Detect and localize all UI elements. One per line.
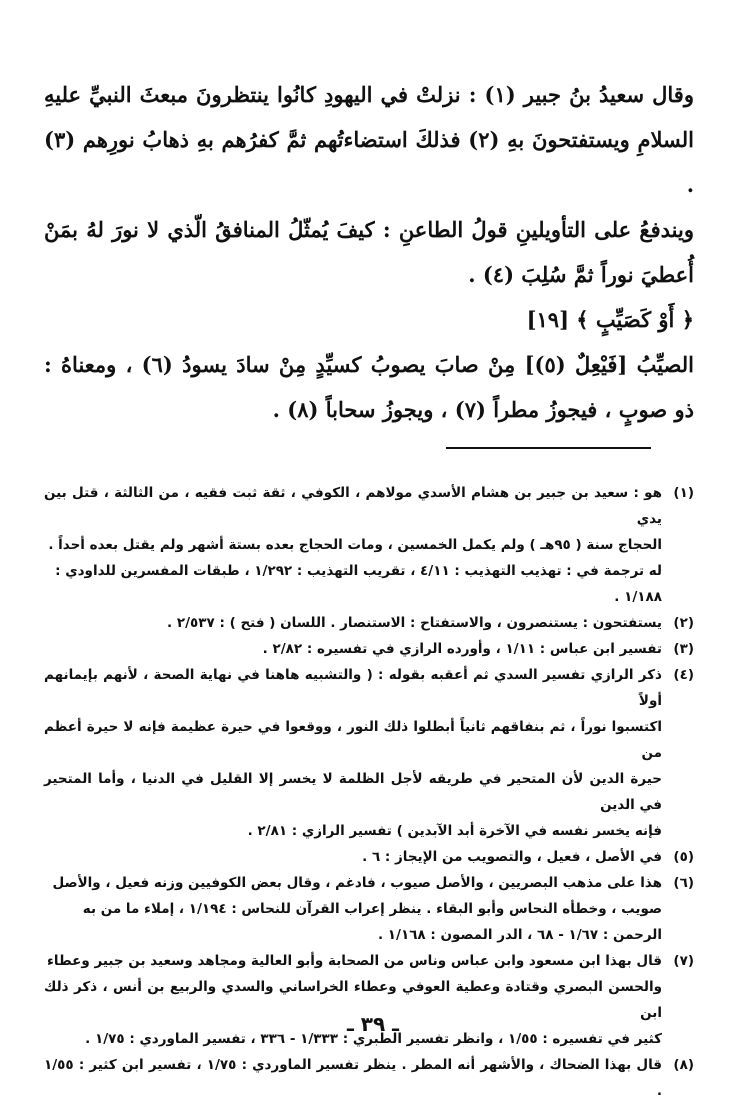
footnote-number: (٥)	[673, 849, 694, 865]
footnote	[44, 610, 694, 636]
paragraph-2: ويندفعُ على التأويلينِ قولُ الطاعنِ : كيفَ يُمثّلُ المنافقُ الّذي لا نورَ لهُ بمَنْ أُعطيَ نوراً ثمَّ سُلِبَ (٤) .	[44, 217, 694, 287]
footnote-number: (٨)	[673, 1057, 694, 1073]
footnote-line: يستفتحون : يستنصرون ، والاستفتاح : الاستنصار . اللسان ( فتح ) : ٢/٥٣٧ .	[167, 615, 662, 631]
footnote-line: ذكر الرازي تفسير السدي ثم أعقبه بقوله : ( والتشبيه هاهنا في نهاية الصحة ، لأنهم بإيمانهم أولاً	[44, 667, 662, 709]
footnote-line: قال بهذا الضحاك ، والأشهر أنه المطر . ينظر تفسير الماوردي : ١/٧٥ ، تفسير ابن كثير : ١/٥٥ .	[44, 1057, 662, 1099]
footnote	[44, 870, 694, 948]
footnote-line: الرحمن : ١/٦٧ - ٦٨ ، الدر المصون : ١/١٦٨ .	[377, 927, 662, 943]
footnote-divider	[446, 447, 651, 449]
footnote-number: (٧)	[673, 953, 694, 969]
verse-heading: ﴿ أَوْ كَصَيِّبٍ ﴾ [١٩]	[526, 307, 694, 332]
footnote-number: (٤)	[673, 667, 694, 683]
footnote	[44, 844, 694, 870]
footnote-line: ١/١٨٨ .	[614, 589, 662, 605]
footnote	[44, 662, 694, 844]
footnote-number: (٦)	[673, 875, 694, 891]
footnote-line: هو : سعيد بن جبير بن هشام الأسدي مولاهم ، الكوفي ، ثقة ثبت فقيه ، من الثالثة ، قتل بين يدي	[44, 485, 662, 527]
footnote-line: صويب ، وخطأه النحاس وأبو البقاء . ينظر إعراب القرآن للنحاس : ١/١٩٤ ، إملاء ما من به	[82, 901, 662, 917]
footnote-number: (٣)	[673, 641, 694, 657]
footnote	[44, 636, 694, 662]
footnote	[44, 1052, 694, 1104]
footnote-line: حيرة الدين لأن المتحير في طريقه لأجل الظلمة لا يخسر إلا القليل في الدنيا ، وأما المتحير في الدين	[44, 771, 662, 813]
footnote-line: والحسن البصري وقتادة وعطية العوفي وعطاء الخراساني والسدي والربيع بن أنس ، ذكر ذلك ابن	[44, 979, 662, 1021]
footnote-line: اكتسبوا نوراً ، ثم بنفاقهم ثانياً أبطلوا ذلك النور ، ووقعوا في حيرة عظيمة فإنه لا حيرة أعظم من	[44, 719, 662, 761]
footnote-line: قال بهذا ابن مسعود وابن عباس وناس من الصحابة وأبو العالية ومجاهد وسعيد بن جبير وعطاء	[47, 953, 662, 969]
page-number: ـ ٣٩ ـ	[346, 1012, 400, 1036]
footnote	[44, 480, 694, 610]
footnote-line: في الأصل ، فعيل ، والتصويب من الإيجاز : ٦ .	[362, 849, 662, 865]
footnote-number: (١)	[673, 485, 694, 501]
footnote-line: هذا على مذهب البصريين ، والأصل صيوب ، فادغم ، وقال بعض الكوفيين وزنه فعيل ، والأصل	[52, 875, 662, 891]
footnote-line: كثير في تفسيره : ١/٥٥ ، وانظر تفسير الطبري : ١/٣٣٣ - ٣٣٦ ، تفسير الماوردي : ١/٧٥ .	[85, 1031, 662, 1047]
footnote-line: له ترجمة في : تهذيب التهذيب : ٤/١١ ، تقريب التهذيب : ١/٢٩٢ ، طبقات المفسرين للداودي :	[55, 563, 662, 579]
footnote-line: تفسير ابن عباس : ١/١١ ، وأورده الرازي في تفسيره : ٢/٨٢ .	[262, 641, 662, 657]
paragraph-3: الصيِّبُ [فَيْعِلٌ (٥)] مِنْ صابَ يصوبُ كسيِّدٍ مِنْ سادَ يسودُ (٦) ، ومعناهُ : ذو صوبٍ ، فيجوزُ مطراً (٧) ، ويجوزُ سحاباً (٨) .	[44, 352, 694, 422]
paragraph-1: وقال سعيدُ بنُ جبير (١) : نزلتْ في اليهودِ كانُوا ينتظرونَ مبعثَ النبيِّ عليهِ السلامِ ويستفتحونَ بهِ (٢) فذلكَ استضاءتُهم ثمَّ كفرُهم بهِ ذهابُ نورِهم (٣) .	[44, 82, 694, 197]
footnote	[44, 948, 694, 1052]
main-text	[44, 72, 694, 432]
footnote-line: الحجاج سنة ( ٩٥هـ ) ولم يكمل الخمسين ، ومات الحجاج بعده بستة أشهر ولم يقتل بعده أحداً .	[48, 537, 662, 553]
footnote-number: (٢)	[673, 615, 694, 631]
footnotes	[44, 480, 694, 1104]
footnote-line: فإنه يخسر نفسه في الآخرة أبد الآبدين ) تفسير الرازي : ٢/٨١ .	[247, 823, 662, 839]
